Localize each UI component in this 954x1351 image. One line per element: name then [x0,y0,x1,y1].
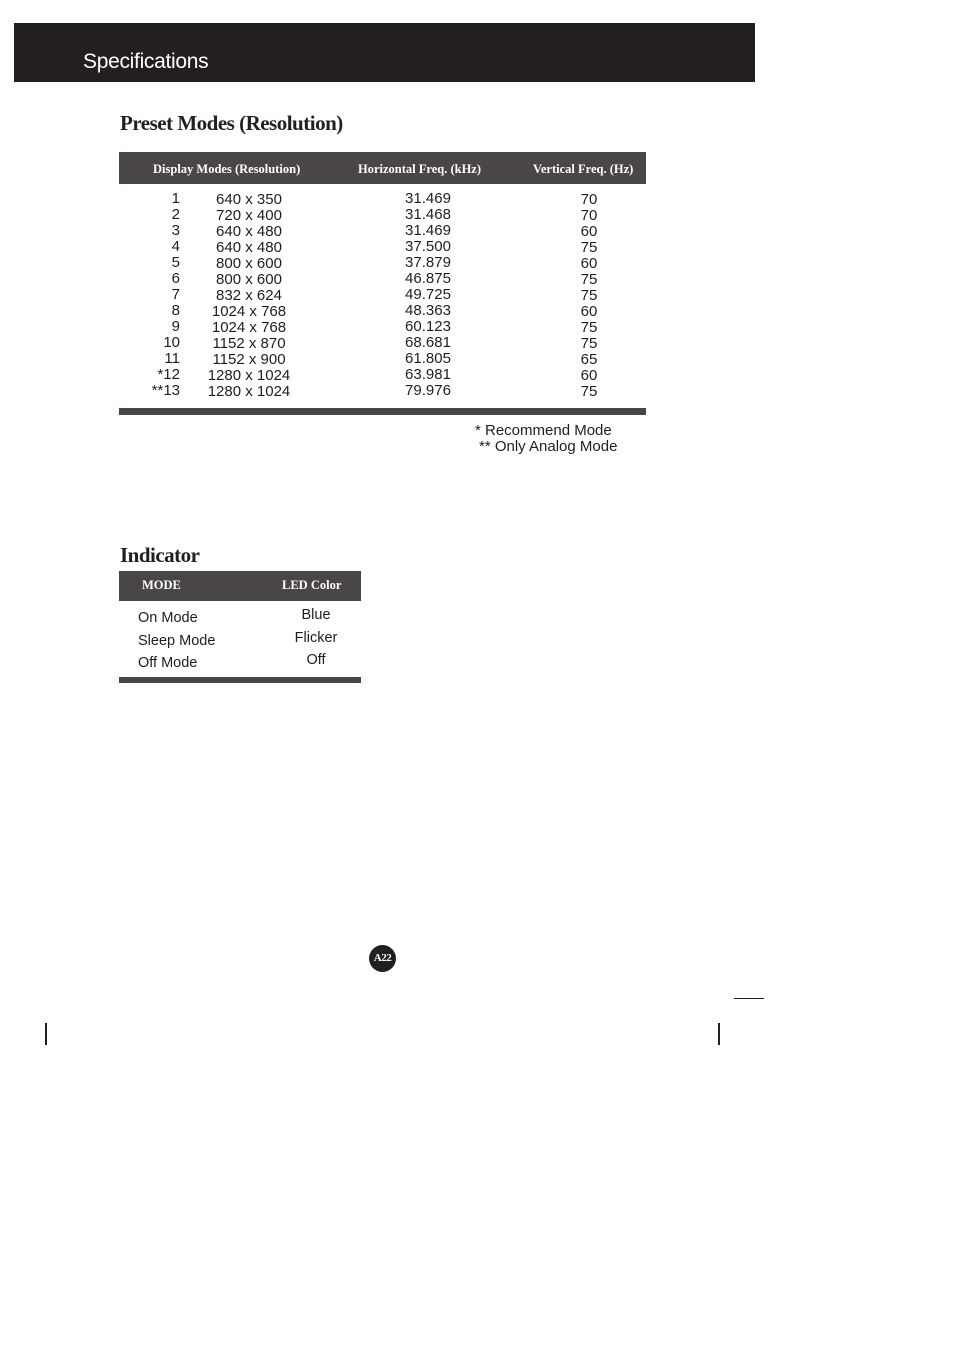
cell-mode-number: 2 [171,206,180,223]
cell-resolution: 720 x 400 [216,207,282,224]
cell-resolution: 1024 x 768 [211,319,287,336]
cell-horizontal-freq: 63.981 [405,366,451,383]
indicator-table-bottom-rule [119,677,361,683]
cell-mode-number: 7 [171,286,180,303]
cell-vertical-freq: 60 [580,303,598,320]
cell-horizontal-freq: 31.468 [405,206,451,223]
column-horizontal-freq [378,191,478,399]
crop-mark-top-right [734,998,764,999]
cell-horizontal-freq: 37.879 [405,254,451,271]
cell-mode-number: 11 [164,350,180,367]
crop-mark-left [45,1023,47,1045]
indicator-mode-sleep: Sleep Mode [138,632,216,649]
cell-mode-number: *12 [157,366,180,383]
cell-mode-number: 6 [171,270,180,287]
header-display-modes: Display Modes (Resolution) [153,162,301,176]
cell-resolution: 800 x 600 [216,255,282,272]
cell-horizontal-freq: 49.725 [405,286,451,303]
cell-resolution: 1280 x 1024 [207,367,291,384]
cell-horizontal-freq: 79.976 [405,382,451,399]
cell-vertical-freq: 75 [580,383,598,400]
cell-vertical-freq: 75 [580,335,598,352]
cell-mode-number: 4 [171,238,180,255]
cell-horizontal-freq: 46.875 [405,270,451,287]
cell-horizontal-freq: 61.805 [405,350,451,367]
cell-resolution: 1152 x 900 [212,351,286,368]
column-vertical-freq [559,192,619,400]
indicator-mode-on: On Mode [138,610,198,626]
cell-resolution: 1024 x 768 [211,303,287,320]
cell-vertical-freq: 60 [580,367,598,384]
column-resolution [189,192,309,400]
cell-resolution: 640 x 480 [216,239,282,256]
cell-vertical-freq: 75 [580,239,598,256]
cell-horizontal-freq: 68.681 [405,334,451,351]
indicator-color-off: Off [306,652,326,668]
cell-resolution: 640 x 480 [216,223,282,240]
indicator-color-sleep: Flicker [294,629,338,646]
cell-vertical-freq: 75 [580,271,598,288]
header-bar [14,23,755,82]
cell-vertical-freq: 75 [580,287,598,304]
indicator-color-column [276,604,356,672]
cell-vertical-freq: 60 [580,223,598,240]
note-recommend-mode: * Recommend Mode [475,422,612,439]
cell-vertical-freq: 70 [580,191,598,208]
header-vertical-freq: Vertical Freq. (Hz) [533,162,634,176]
cell-mode-number: **13 [151,382,180,399]
indicator-color-on: Blue [301,607,331,623]
cell-resolution: 640 x 350 [216,191,282,208]
preset-modes-table-header [119,152,646,184]
cell-vertical-freq: 70 [580,207,598,224]
cell-mode-number: 5 [171,254,180,271]
column-mode-number [130,191,180,399]
preset-table-bottom-rule [119,408,646,415]
cell-mode-number: 10 [163,334,180,351]
cell-vertical-freq: 75 [580,319,598,336]
header-mode: MODE [142,578,181,592]
cell-horizontal-freq: 31.469 [405,190,451,207]
cell-resolution: 832 x 624 [216,287,282,304]
preset-modes-title: Preset Modes (Resolution) [120,111,343,135]
page-number-badge: A22 [369,945,396,972]
cell-mode-number: 8 [171,302,180,319]
cell-mode-number: 9 [171,318,180,335]
indicator-mode-off: Off Mode [138,655,198,671]
header-horizontal-freq: Horizontal Freq. (kHz) [358,162,482,176]
cell-vertical-freq: 65 [580,351,598,368]
indicator-mode-column [138,607,215,675]
cell-horizontal-freq: 31.469 [405,222,451,239]
cell-horizontal-freq: 37.500 [405,238,451,255]
indicator-table-header [119,571,361,601]
cell-vertical-freq: 60 [580,255,598,272]
cell-horizontal-freq: 48.363 [405,302,451,319]
note-only-analog-mode: ** Only Analog Mode [479,438,618,455]
cell-horizontal-freq: 60.123 [405,318,451,335]
header-led-color: LED Color [282,578,342,592]
indicator-title: Indicator [120,543,200,567]
crop-mark-right [718,1023,720,1045]
cell-mode-number: 1 [171,190,180,207]
page-title: Specifications [83,50,209,73]
cell-resolution: 1152 x 870 [212,335,286,352]
cell-mode-number: 3 [171,222,180,239]
cell-resolution: 1280 x 1024 [207,383,291,400]
cell-resolution: 800 x 600 [216,271,282,288]
